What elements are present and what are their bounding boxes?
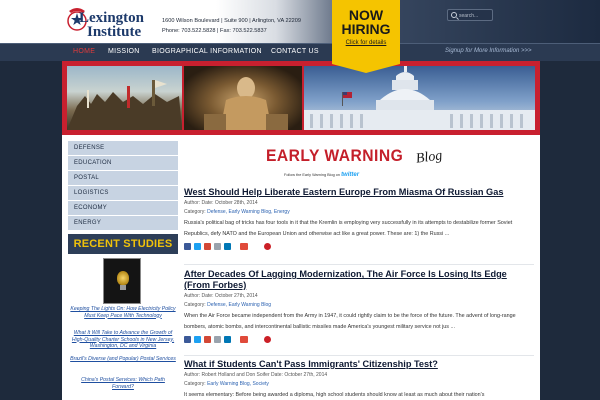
twitter-share-icon[interactable]: [194, 336, 201, 343]
pinterest-icon[interactable]: [264, 336, 271, 343]
study-link[interactable]: China's Postal Services: Which Path Forward?: [81, 377, 165, 390]
hero-banner: [62, 61, 540, 135]
article: [184, 359, 534, 400]
sidebar-item-postal[interactable]: POSTAL: [68, 171, 178, 186]
sidebar-item-education[interactable]: EDUCATION: [68, 156, 178, 171]
study-link[interactable]: Brazil's Diverse (and Popular) Postal Services: [70, 356, 176, 362]
category-label: Category:: [184, 301, 206, 308]
logo-line2: Institute: [87, 24, 142, 40]
article-categories: [184, 381, 534, 388]
linkedin-icon[interactable]: [224, 243, 231, 250]
share-bar: [184, 336, 534, 344]
sidebar-menu: [68, 141, 178, 231]
banner-blog-label: Blog: [415, 148, 444, 167]
sidebar-item-defense[interactable]: DEFENSE: [68, 141, 178, 156]
article-title[interactable]: After Decades Of Lagging Modernization, The Air Force Is Losing Its Edge (From Forbes): [184, 269, 507, 290]
linkedin-icon[interactable]: [224, 336, 231, 343]
hiring-details-link[interactable]: Click for details: [345, 40, 387, 46]
article-divider: [184, 264, 534, 265]
study-link[interactable]: What It Will Take to Advance the Growth of High-Quality Charter Schools in New Jersey, Washington, DC and Virginia: [71, 330, 175, 349]
hero-image-capitol: [304, 66, 535, 130]
contact-info: [162, 16, 301, 36]
signup-link[interactable]: Signup for More Information >>>: [445, 48, 532, 54]
nav-mission[interactable]: MISSION: [108, 48, 140, 55]
article-title[interactable]: West Should Help Liberate Eastern Europe From Miasma Of Russian Gas: [184, 187, 504, 197]
banner-title: EARLY WARNING: [266, 146, 404, 165]
category-links[interactable]: Defense, Early Warning Blog, Energy: [207, 208, 290, 215]
share-bar: [184, 243, 534, 251]
email-icon[interactable]: [214, 243, 221, 250]
pinterest-icon[interactable]: [264, 243, 271, 250]
hiring-line1: NOW: [348, 7, 384, 23]
facebook-icon[interactable]: [184, 336, 191, 343]
twitter-icon[interactable]: twitter: [341, 172, 360, 178]
google-plus-icon[interactable]: [204, 336, 211, 343]
article-categories: [184, 302, 534, 309]
category-label: Category:: [184, 380, 206, 387]
article-excerpt: It seems elementary: Before being awarded a diploma, high school students should know at least as much about their nation's: [184, 392, 485, 398]
sidebar-item-economy[interactable]: ECONOMY: [68, 201, 178, 216]
search-input[interactable]: [459, 11, 492, 20]
google-plus-icon[interactable]: [204, 243, 211, 250]
article-excerpt: Russia's political bag of tricks has four tools in it that the Kremlin is employing very successfully in its attempts to destabilize former Soviet Republics, defy NATO and the European Union and otherwise act like a great power. These are: 1) the Russi ...: [184, 220, 513, 237]
sidebar-item-energy[interactable]: ENERGY: [68, 216, 178, 231]
study-thumbnail[interactable]: [103, 258, 141, 304]
article-author-date: Author: Date: October 27th, 2014: [184, 293, 258, 299]
logo-line1: Lexington: [79, 10, 145, 26]
article-categories: [184, 209, 534, 216]
main-nav: [0, 43, 600, 61]
site-header: [0, 0, 600, 43]
share-plus-icon[interactable]: [240, 336, 248, 343]
hero-image-lincoln: [184, 66, 302, 130]
article-author-date: Author: Robert Holland and Don Soifer Date: October 27th, 2014: [184, 372, 328, 378]
nav-home[interactable]: HOME: [73, 48, 96, 55]
sidebar-item-logistics[interactable]: LOGISTICS: [68, 186, 178, 201]
banner-follow: [284, 172, 359, 178]
email-icon[interactable]: [214, 336, 221, 343]
now-hiring-badge[interactable]: [332, 0, 400, 64]
hero-image-revolution: [67, 66, 182, 130]
phone-text: Phone: 703.522.5828 | Fax: 703.522.5837: [162, 28, 267, 34]
logo[interactable]: [66, 7, 158, 39]
nav-biographical-information[interactable]: BIOGRAPHICAL INFORMATION: [152, 48, 262, 55]
category-links[interactable]: Early Warning Blog, Society: [207, 380, 269, 387]
twitter-share-icon[interactable]: [194, 243, 201, 250]
capitol-building-icon: [304, 66, 535, 130]
search-box[interactable]: [447, 9, 493, 21]
category-label: Category:: [184, 208, 206, 215]
article-excerpt: When the Air Force became independent from the Army in 1947, it could rightly claim to be the force of the future. The advent of long-range bombers, atomic bombs, and intercontinental ballistic missiles made America's youngest military service not jus ...: [184, 313, 516, 330]
lincoln-statue-icon: [184, 66, 302, 130]
article: [184, 269, 534, 344]
article-title[interactable]: What if Students Can't Pass Immigrants' Citizenship Test?: [184, 359, 438, 369]
address-text: 1600 Wilson Boulevard | Suite 900 | Arlington, VA 22209: [162, 18, 302, 24]
revolution-painting-icon: [67, 66, 182, 130]
hiring-heading: [332, 8, 400, 36]
nav-contact-us[interactable]: CONTACT US: [271, 48, 319, 55]
hiring-line2: HIRING: [341, 21, 391, 37]
logo-text: [79, 11, 144, 39]
article-divider: [184, 355, 534, 356]
banner-follow-text: Follow the Early Warning Blog on: [284, 173, 340, 177]
study-link[interactable]: Keeping The Lights On: How Electricity Policy Must Keep Pace With Technology: [70, 306, 176, 319]
hero-images: [67, 66, 535, 130]
article: [184, 187, 534, 251]
facebook-icon[interactable]: [184, 243, 191, 250]
early-warning-banner[interactable]: [266, 144, 442, 182]
share-plus-icon[interactable]: [240, 243, 248, 250]
search-icon[interactable]: [451, 12, 457, 18]
article-author-date: Author: Date: October 28th, 2014: [184, 200, 258, 206]
recent-studies-heading: RECENT STUDIES: [68, 234, 178, 254]
category-links[interactable]: Defense, Early Warning Blog: [207, 301, 272, 308]
